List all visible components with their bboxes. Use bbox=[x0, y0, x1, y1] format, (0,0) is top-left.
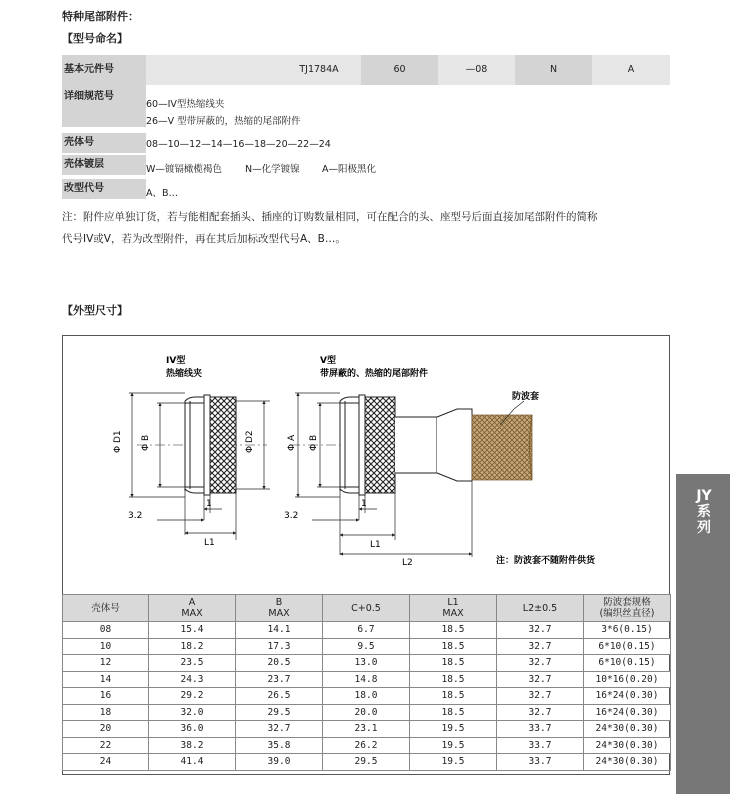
column-header: A MAX bbox=[149, 595, 236, 622]
table-cell: 20.0 bbox=[323, 704, 410, 721]
table-cell: 24*30(0.30) bbox=[584, 737, 671, 754]
table-cell: 24 bbox=[63, 754, 149, 771]
label-phi-b: Φ B bbox=[141, 434, 151, 451]
table-cell: 24*30(0.30) bbox=[584, 754, 671, 771]
table-row bbox=[63, 704, 671, 721]
spec-line: 26—V 型带屏蔽的，热缩的尾部附件 bbox=[146, 116, 301, 127]
table-cell: 18.2 bbox=[149, 638, 236, 655]
page-title: 特种尾部附件： bbox=[62, 10, 139, 23]
table-cell: 33.7 bbox=[497, 721, 584, 738]
plating-option: W—镀镉橄榄褐色 bbox=[146, 164, 222, 175]
table-row bbox=[63, 671, 671, 688]
column-header: 防波套规格 (编织丝直径) bbox=[584, 595, 671, 622]
label-phi-a: Φ A bbox=[287, 434, 297, 451]
column-header: L1 MAX bbox=[410, 595, 497, 622]
label-phi-d2: Φ D2 bbox=[245, 430, 255, 453]
table-cell: 19.5 bbox=[410, 737, 497, 754]
technical-drawing bbox=[62, 335, 670, 595]
plating-option: A—阳极黑化 bbox=[322, 164, 376, 175]
table-row bbox=[63, 622, 671, 639]
series-label: JY系列 bbox=[696, 488, 712, 536]
table-cell: 32.7 bbox=[497, 655, 584, 672]
table-row bbox=[63, 688, 671, 705]
table-cell: 13.0 bbox=[323, 655, 410, 672]
type5-subtitle: 带屏蔽的、热缩的尾部附件 bbox=[320, 369, 429, 379]
code-part-spec: 60 bbox=[361, 55, 438, 85]
table-cell: 24*30(0.30) bbox=[584, 721, 671, 738]
table-cell: 20 bbox=[63, 721, 149, 738]
table-cell: 14 bbox=[63, 671, 149, 688]
note-line: 注：附件应单独订货，若与能相配套插头、插座的订购数量相同，可在配合的头、座型号后面直接加尾部附件的简称 bbox=[62, 211, 598, 223]
table-cell: 23.5 bbox=[149, 655, 236, 672]
table-cell: 29.2 bbox=[149, 688, 236, 705]
type4-title: IV型 bbox=[166, 356, 186, 366]
shield-note: 注：防波套不随附件供货 bbox=[496, 556, 596, 566]
table-cell: 22 bbox=[63, 737, 149, 754]
table-cell: 15.4 bbox=[149, 622, 236, 639]
naming-row-plating bbox=[62, 153, 670, 177]
table-cell: 17.3 bbox=[236, 638, 323, 655]
table-cell: 32.7 bbox=[497, 638, 584, 655]
table-cell: 20.5 bbox=[236, 655, 323, 672]
table-cell: 14.8 bbox=[323, 671, 410, 688]
table-header-row bbox=[63, 595, 671, 622]
plating-option: N—化学镀镍 bbox=[245, 164, 300, 175]
label-1-v: 1 bbox=[361, 499, 367, 509]
table-row bbox=[63, 638, 671, 655]
table-cell: 6.7 bbox=[323, 622, 410, 639]
table-cell: 39.0 bbox=[236, 754, 323, 771]
table-cell: 18.5 bbox=[410, 704, 497, 721]
shell-sizes: 08—10—12—14—16—18—20—22—24 bbox=[146, 139, 331, 150]
table-cell: 10 bbox=[63, 638, 149, 655]
table-cell: 29.5 bbox=[236, 704, 323, 721]
table-cell: 32.0 bbox=[149, 704, 236, 721]
table-cell: 6*10(0.15) bbox=[584, 655, 671, 672]
label-l1: L1 bbox=[204, 538, 215, 548]
table-row bbox=[63, 737, 671, 754]
code-part-shell: —08 bbox=[438, 55, 515, 85]
code-part-plating: N bbox=[515, 55, 592, 85]
table-cell: 36.0 bbox=[149, 721, 236, 738]
shield-braid bbox=[472, 415, 532, 480]
label-3-2-v: 3.2 bbox=[284, 511, 299, 521]
table-cell: 9.5 bbox=[323, 638, 410, 655]
naming-label: 详细规范号 bbox=[62, 85, 146, 127]
table-row bbox=[63, 721, 671, 738]
table-cell: 12 bbox=[63, 655, 149, 672]
table-cell: 18.0 bbox=[323, 688, 410, 705]
naming-label: 壳体号 bbox=[62, 133, 146, 153]
table-cell: 32.7 bbox=[236, 721, 323, 738]
table-cell: 19.5 bbox=[410, 754, 497, 771]
label-1: 1 bbox=[206, 499, 212, 509]
table-cell: 16*24(0.30) bbox=[584, 688, 671, 705]
naming-row-spec bbox=[62, 85, 670, 127]
table-cell: 32.7 bbox=[497, 688, 584, 705]
naming-row-modification bbox=[62, 177, 670, 199]
naming-label: 改型代号 bbox=[62, 179, 146, 199]
table-cell: 32.7 bbox=[497, 671, 584, 688]
table-cell: 24.3 bbox=[149, 671, 236, 688]
table-cell: 6*10(0.15) bbox=[584, 638, 671, 655]
modification-codes: A、B… bbox=[146, 188, 179, 199]
label-l1-v: L1 bbox=[370, 540, 381, 550]
type5-title: V型 bbox=[320, 356, 336, 366]
table-cell: 16*24(0.30) bbox=[584, 704, 671, 721]
table-cell: 10*16(0.20) bbox=[584, 671, 671, 688]
table-cell: 18.5 bbox=[410, 671, 497, 688]
label-3-2: 3.2 bbox=[128, 511, 143, 521]
table-cell: 18.5 bbox=[410, 622, 497, 639]
table-cell: 19.5 bbox=[410, 721, 497, 738]
naming-row-shell bbox=[62, 127, 670, 153]
table-cell: 38.2 bbox=[149, 737, 236, 754]
table-cell: 16 bbox=[63, 688, 149, 705]
table-row bbox=[63, 655, 671, 672]
table-cell: 32.7 bbox=[497, 704, 584, 721]
table-cell: 29.5 bbox=[323, 754, 410, 771]
table-cell: 26.2 bbox=[323, 737, 410, 754]
table-cell: 08 bbox=[63, 622, 149, 639]
table-cell: 41.4 bbox=[149, 754, 236, 771]
dimension-table bbox=[62, 594, 671, 771]
table-row bbox=[63, 754, 671, 771]
label-phi-b-v: Φ B bbox=[309, 434, 319, 451]
table-cell: 14.1 bbox=[236, 622, 323, 639]
label-phi-d1: Φ D1 bbox=[113, 430, 123, 453]
naming-label: 基本元件号 bbox=[62, 55, 146, 85]
naming-label: 壳体镀层 bbox=[62, 155, 146, 175]
table-cell: 33.7 bbox=[497, 754, 584, 771]
shield-label: 防波套 bbox=[512, 392, 540, 402]
column-header: B MAX bbox=[236, 595, 323, 622]
table-cell: 3*6(0.15) bbox=[584, 622, 671, 639]
table-cell: 26.5 bbox=[236, 688, 323, 705]
code-part-base: TJ1784A bbox=[277, 55, 361, 85]
spec-line: 60—IV型热缩线夹 bbox=[146, 99, 225, 110]
naming-row-basic bbox=[62, 55, 670, 85]
column-header: C+0.5 bbox=[323, 595, 410, 622]
table-cell: 23.1 bbox=[323, 721, 410, 738]
column-header: L2±0.5 bbox=[497, 595, 584, 622]
table-cell: 35.8 bbox=[236, 737, 323, 754]
dimensions-heading: 【外型尺寸】 bbox=[62, 304, 128, 317]
model-naming-heading: 【型号命名】 bbox=[62, 32, 128, 45]
series-side-tab bbox=[676, 474, 730, 794]
table-cell: 18.5 bbox=[410, 688, 497, 705]
code-part-modification: A bbox=[592, 55, 670, 85]
label-l2: L2 bbox=[402, 558, 413, 568]
table-cell: 23.7 bbox=[236, 671, 323, 688]
type4-subtitle: 热缩线夹 bbox=[166, 369, 203, 379]
column-header: 壳体号 bbox=[63, 595, 149, 622]
table-cell: 18.5 bbox=[410, 655, 497, 672]
table-cell: 33.7 bbox=[497, 737, 584, 754]
table-cell: 18 bbox=[63, 704, 149, 721]
table-cell: 32.7 bbox=[497, 622, 584, 639]
table-cell: 18.5 bbox=[410, 638, 497, 655]
note-line: 代号IV或V，若为改型附件，再在其后加标改型代号A、B…。 bbox=[62, 233, 346, 245]
